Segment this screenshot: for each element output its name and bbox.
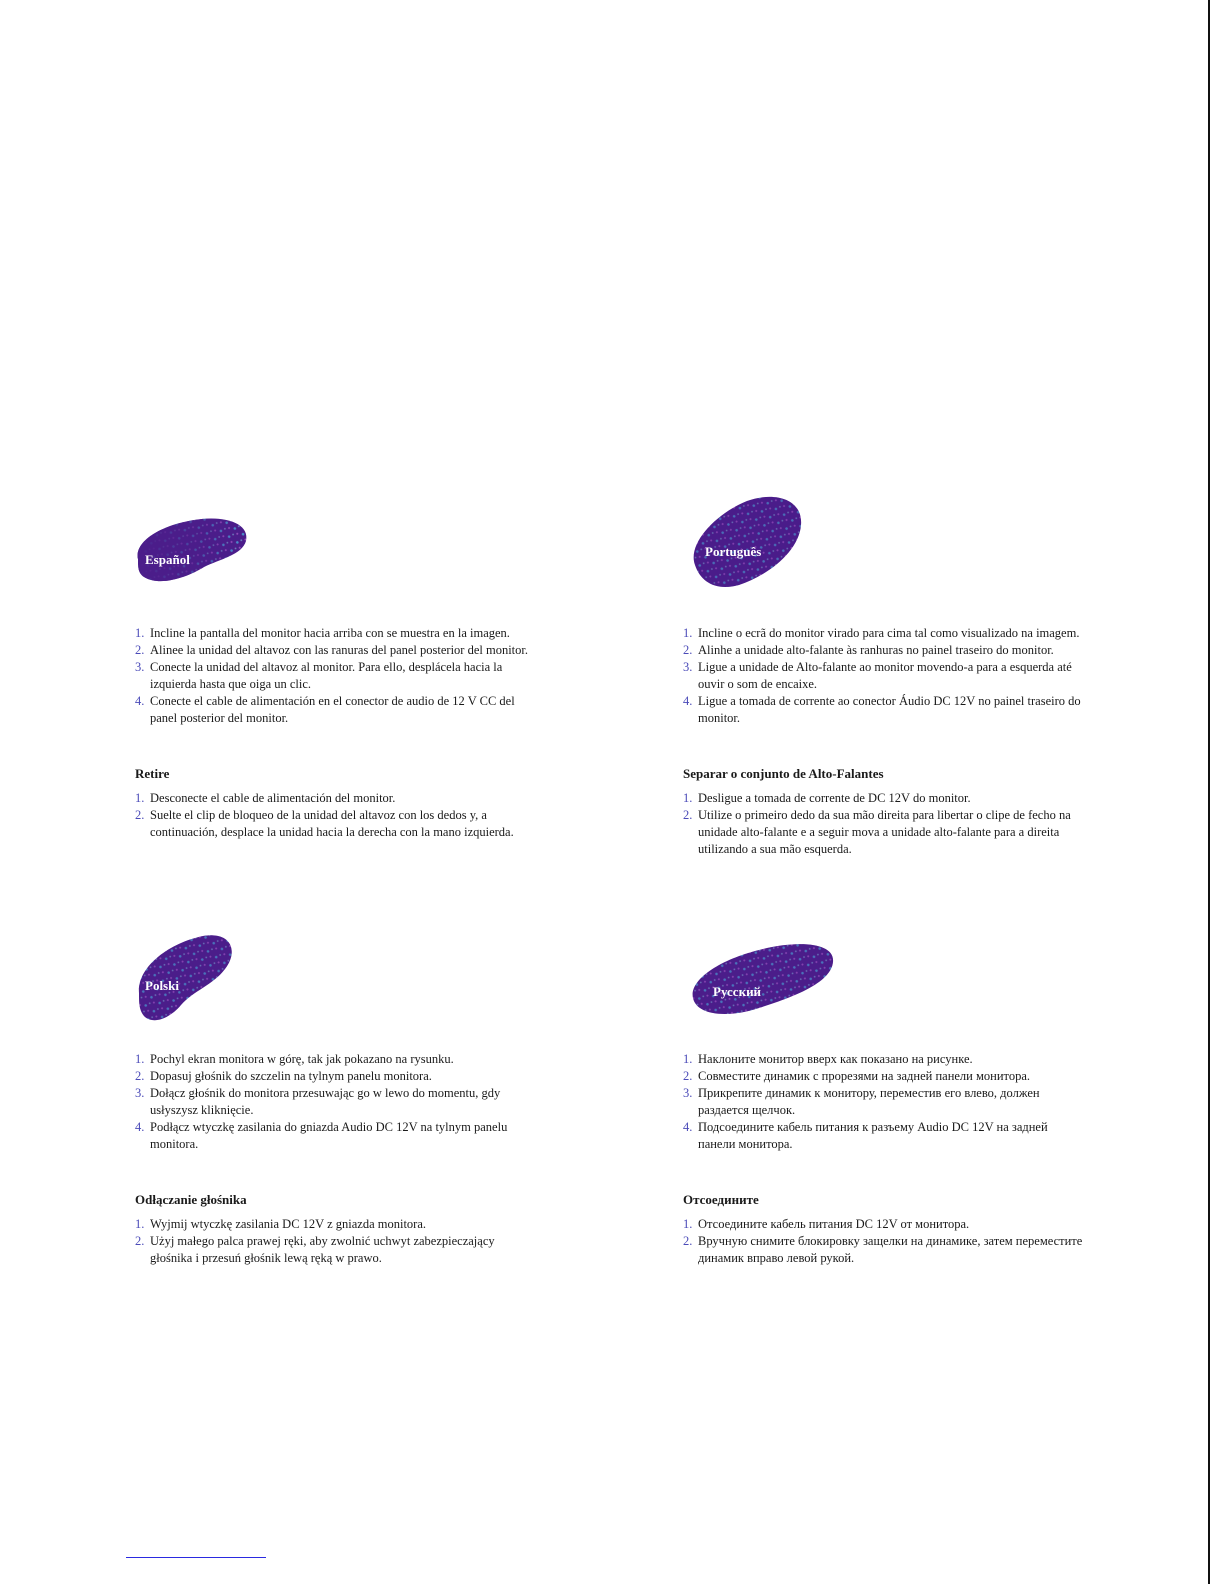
remove-steps <box>683 790 1093 858</box>
remove-heading: Separar o conjunto de Alto-Falantes <box>683 766 884 781</box>
footnote-rule <box>126 1557 266 1558</box>
remove-steps <box>135 790 515 841</box>
setup-steps <box>683 625 1093 727</box>
list-item: 4. Podłącz wtyczkę zasilania do gniazda Audio DC 12V na tylnym panelu monitora. <box>135 1120 508 1151</box>
remove-heading: Odłączanie głośnika <box>135 1192 247 1207</box>
list-item: 3. Dołącz głośnik do monitora przesuwając go w lewo do momentu, gdy usłyszysz kliknięcie. <box>135 1086 501 1117</box>
list-item: 1. Наклоните монитор вверх как показано на рисунке. <box>683 1052 973 1066</box>
list-item: 2. Dopasuj głośnik do szczelin na tylnym panelu monitora. <box>135 1069 432 1083</box>
list-item: 2. Utilize o primeiro dedo da sua mão direita para libertar o clipe de fecho na unidade alto-falante e a seguir mova a unidade alto-falante para a direita utilizando a sua mão esquerda. <box>683 808 1071 856</box>
list-item: 3. Conecte la unidad del altavoz al monitor. Para ello, desplácela hacia la izquierda hasta que oiga un clic. <box>135 660 503 691</box>
setup-steps <box>135 1051 535 1153</box>
list-item: 1. Incline o ecrã do monitor virado para cima tal como visualizado na imagem. <box>683 626 1080 640</box>
list-item: 1. Incline la pantalla del monitor hacia arriba con se muestra en la imagen. <box>135 626 510 640</box>
page-edge-line <box>1208 0 1210 1584</box>
language-badge-label: Polski <box>145 978 179 993</box>
setup-steps <box>683 1051 1083 1153</box>
list-item: 4. Подсоедините кабель питания к разъему Audio DC 12V на задней панели монитора. <box>683 1120 1048 1151</box>
list-item: 3. Прикрепите динамик к монитору, переместив его влево, должен раздается щелчок. <box>683 1086 1040 1117</box>
setup-steps <box>135 625 535 727</box>
list-item: 1. Pochyl ekran monitora w górę, tak jak pokazano na rysunku. <box>135 1052 454 1066</box>
list-item: 4. Conecte el cable de alimentación en el conector de audio de 12 V CC del panel posterior del monitor. <box>135 694 515 725</box>
list-item: 1. Отсоедините кабель питания DC 12V от монитора. <box>683 1217 970 1231</box>
remove-steps <box>683 1216 1093 1267</box>
list-item: 1. Wyjmij wtyczkę zasilania DC 12V z gniazda monitora. <box>135 1217 427 1231</box>
remove-heading: Отсоедините <box>683 1192 759 1207</box>
remove-heading: Retire <box>135 766 170 781</box>
language-badge-label: Português <box>705 544 762 559</box>
list-item: 2. Suelte el clip de bloqueo de la unidad del altavoz con los dedos y, a continuación, desplace la unidad hacia la derecha con la mano izquierda. <box>135 808 514 839</box>
list-item: 3. Ligue a unidade de Alto-falante ao monitor movendo-a para a esquerda até ouvir o som de encaixe. <box>683 660 1072 691</box>
list-item: 1. Desconecte el cable de alimentación del monitor. <box>135 791 396 805</box>
list-item: 2. Вручную снимите блокировку защелки на динамике, затем переместите динамик вправо левой рукой. <box>683 1234 1083 1265</box>
list-item: 2. Совместите динамик с прорезями на задней панели монитора. <box>683 1069 1030 1083</box>
remove-steps <box>135 1216 535 1267</box>
list-item: 2. Alinhe a unidade alto-falante às ranhuras no painel traseiro do monitor. <box>683 643 1054 657</box>
list-item: 1. Desligue a tomada de corrente de DC 12V do monitor. <box>683 791 971 805</box>
list-item: 4. Ligue a tomada de corrente ao conector Áudio DC 12V no painel traseiro do monitor. <box>683 694 1081 725</box>
language-badge-blob <box>132 515 252 587</box>
language-badge-label: Español <box>145 552 190 567</box>
language-badge-blob <box>687 493 807 593</box>
language-badge-label: Русский <box>713 984 762 999</box>
list-item: 2. Użyj małego palca prawej ręki, aby zwolnić uchwyt zabezpieczający głośnika i przesuń głośnik lewą ręką w prawo. <box>135 1234 495 1265</box>
language-badge-blob <box>689 940 839 1020</box>
list-item: 2. Alinee la unidad del altavoz con las ranuras del panel posterior del monitor. <box>135 643 529 657</box>
